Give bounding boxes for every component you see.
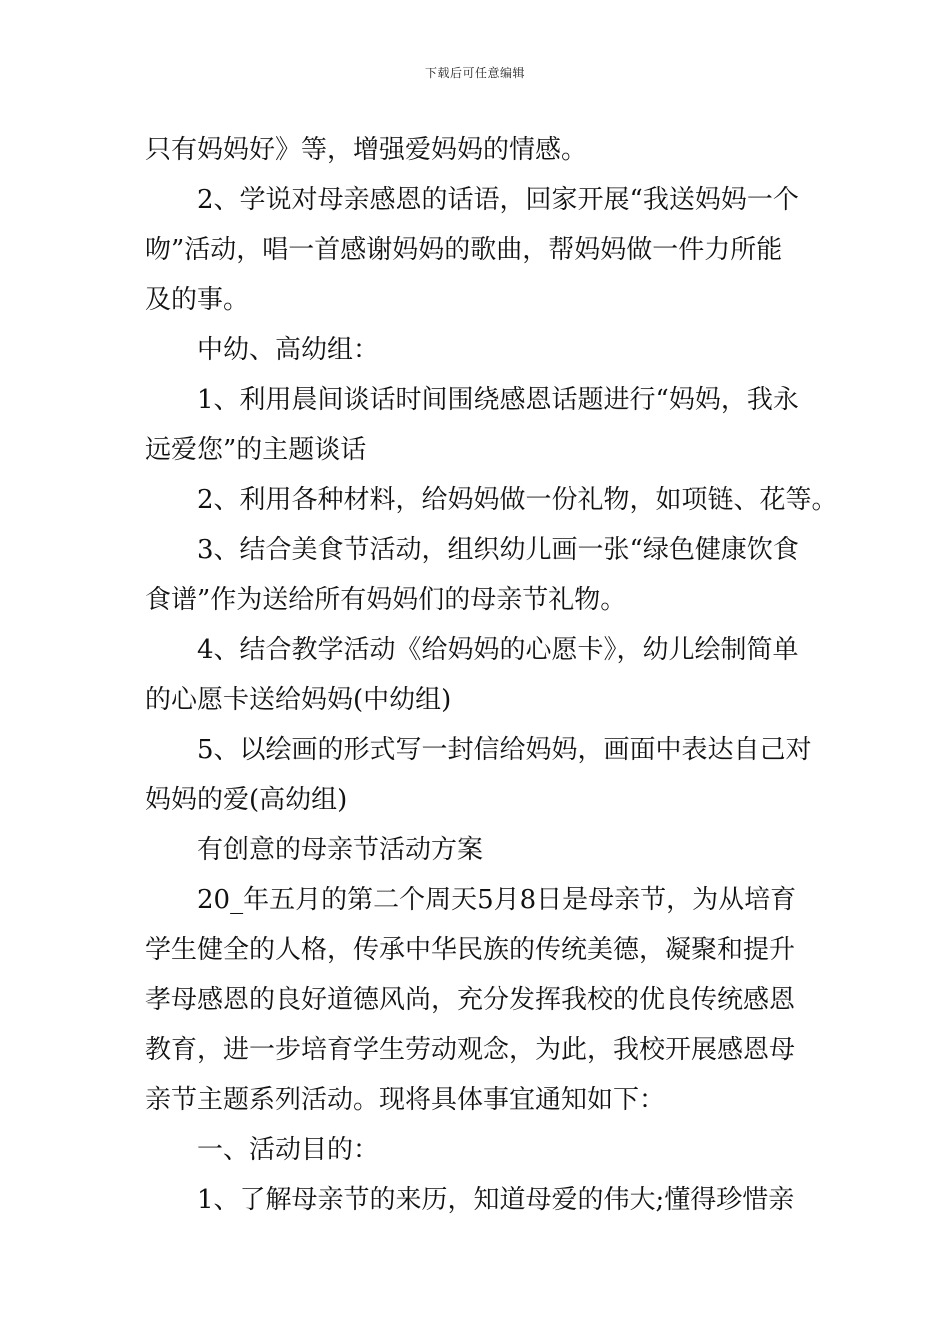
text-line: 5、以绘画的形式写一封信给妈妈，画面中表达自己对 bbox=[197, 735, 812, 765]
text-line: 只有妈妈好》等，增强爱妈妈的情感。 bbox=[145, 135, 588, 165]
text-line: 1、了解母亲节的来历，知道母爱的伟大;懂得珍惜亲 bbox=[197, 1185, 795, 1215]
text-line: 20_年五月的第二个周天5月8日是母亲节，为从培育 bbox=[197, 885, 797, 915]
document-body bbox=[145, 125, 838, 1225]
text-line: 远爱您”的主题谈话 bbox=[145, 435, 367, 465]
text-line: 2、利用各种材料，给妈妈做一份礼物，如项链、花等。 bbox=[197, 485, 838, 515]
text-line: 一、活动目的： bbox=[197, 1135, 380, 1165]
text-line: 吻”活动，唱一首感谢妈妈的歌曲，帮妈妈做一件力所能 bbox=[145, 235, 783, 265]
text-line: 食谱”作为送给所有妈妈们的母亲节礼物。 bbox=[145, 585, 627, 615]
text-line: 教育，进一步培育学生劳动观念，为此，我校开展感恩母 bbox=[145, 1035, 796, 1065]
text-line: 及的事。 bbox=[145, 285, 250, 315]
text-line: 1、利用晨间谈话时间围绕感恩话题进行“妈妈，我永 bbox=[197, 385, 799, 415]
text-line: 3、结合美食节活动，组织幼儿画一张“绿色健康饮食 bbox=[197, 535, 799, 565]
text-line: 有创意的母亲节活动方案 bbox=[197, 835, 484, 865]
text-line: 中幼、高幼组： bbox=[197, 335, 380, 365]
text-line: 亲节主题系列活动。现将具体事宜通知如下： bbox=[145, 1085, 666, 1115]
text-line: 妈妈的爱(高幼组) bbox=[145, 785, 348, 815]
page-header: 下载后可任意编辑 bbox=[424, 66, 525, 80]
text-line: 4、结合教学活动《给妈妈的心愿卡》，幼儿绘制简单 bbox=[197, 635, 799, 665]
text-line: 孝母感恩的良好道德风尚，充分发挥我校的优良传统感恩 bbox=[145, 985, 796, 1015]
text-line: 2、学说对母亲感恩的话语，回家开展“我送妈妈一个 bbox=[197, 185, 799, 215]
text-line: 学生健全的人格，传承中华民族的传统美德，凝聚和提升 bbox=[145, 935, 796, 965]
text-line: 的心愿卡送给妈妈(中幼组) bbox=[145, 685, 452, 715]
